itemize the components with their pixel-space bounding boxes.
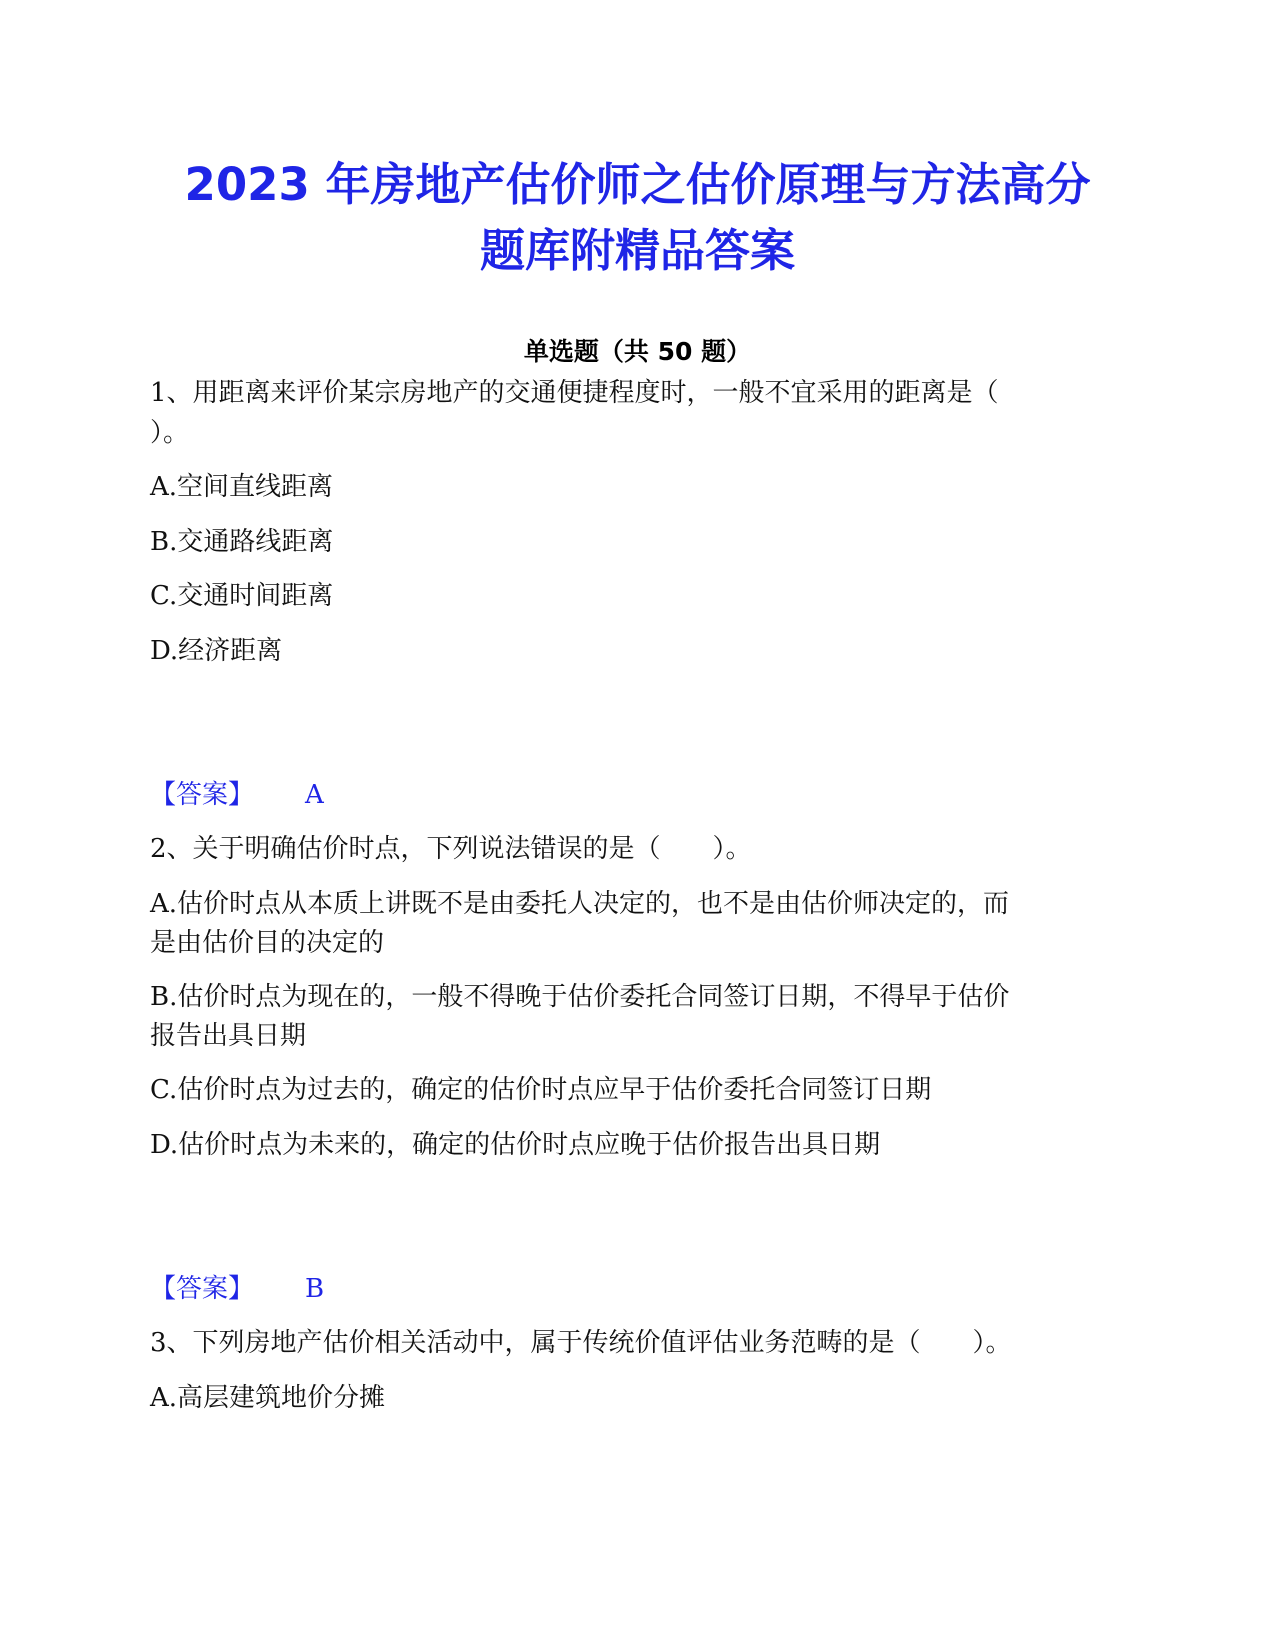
answer-value: A: [305, 780, 324, 810]
question-3-option-a: A.高层建筑地价分摊: [150, 1383, 386, 1413]
question-2-stem: 2、关于明确估价时点，下列说法错误的是（ ）。: [150, 834, 752, 864]
question-2-option-b-line-2: 报告出具日期: [150, 1021, 307, 1051]
question-1-option-c: C.交通时间距离: [150, 581, 334, 611]
question-2-option-d: D.估价时点为未来的，确定的估价时点应晚于估价报告出具日期: [150, 1130, 881, 1160]
question-3-stem: 3、下列房地产估价相关活动中，属于传统价值评估业务范畴的是（ ）。: [150, 1328, 1012, 1358]
question-1-option-b: B.交通路线距离: [150, 527, 334, 557]
answer-label: 【答案】: [150, 1274, 255, 1304]
question-1-stem-line-2: ）。: [150, 418, 190, 448]
question-2-answer: [150, 1269, 325, 1309]
question-2-option-a-line-1: A.估价时点从本质上讲既不是由委托人决定的，也不是由估价师决定的，而: [150, 889, 1010, 919]
question-1-option-d: D.经济距离: [150, 636, 283, 666]
question-2-option-a-line-2: 是由估价目的决定的: [150, 928, 385, 958]
section-heading: 单选题（共 50 题）: [523, 337, 752, 366]
question-1-option-a: A.空间直线距离: [150, 472, 334, 502]
question-1-stem-line-1: 1、用距离来评价某宗房地产的交通便捷程度时，一般不宜采用的距离是（: [150, 378, 999, 408]
answer-label: 【答案】: [150, 780, 255, 810]
question-1-answer: [150, 775, 324, 815]
document-title-line-1: 2023 年房地产估价师之估价原理与方法高分: [184, 158, 1091, 211]
answer-value: B: [305, 1274, 325, 1304]
question-2-option-b-line-1: B.估价时点为现在的，一般不得晚于估价委托合同签订日期，不得早于估价: [150, 982, 1010, 1012]
question-2-option-c: C.估价时点为过去的，确定的估价时点应早于估价委托合同签订日期: [150, 1075, 932, 1105]
document-title-line-2: 题库附精品答案: [479, 224, 795, 277]
